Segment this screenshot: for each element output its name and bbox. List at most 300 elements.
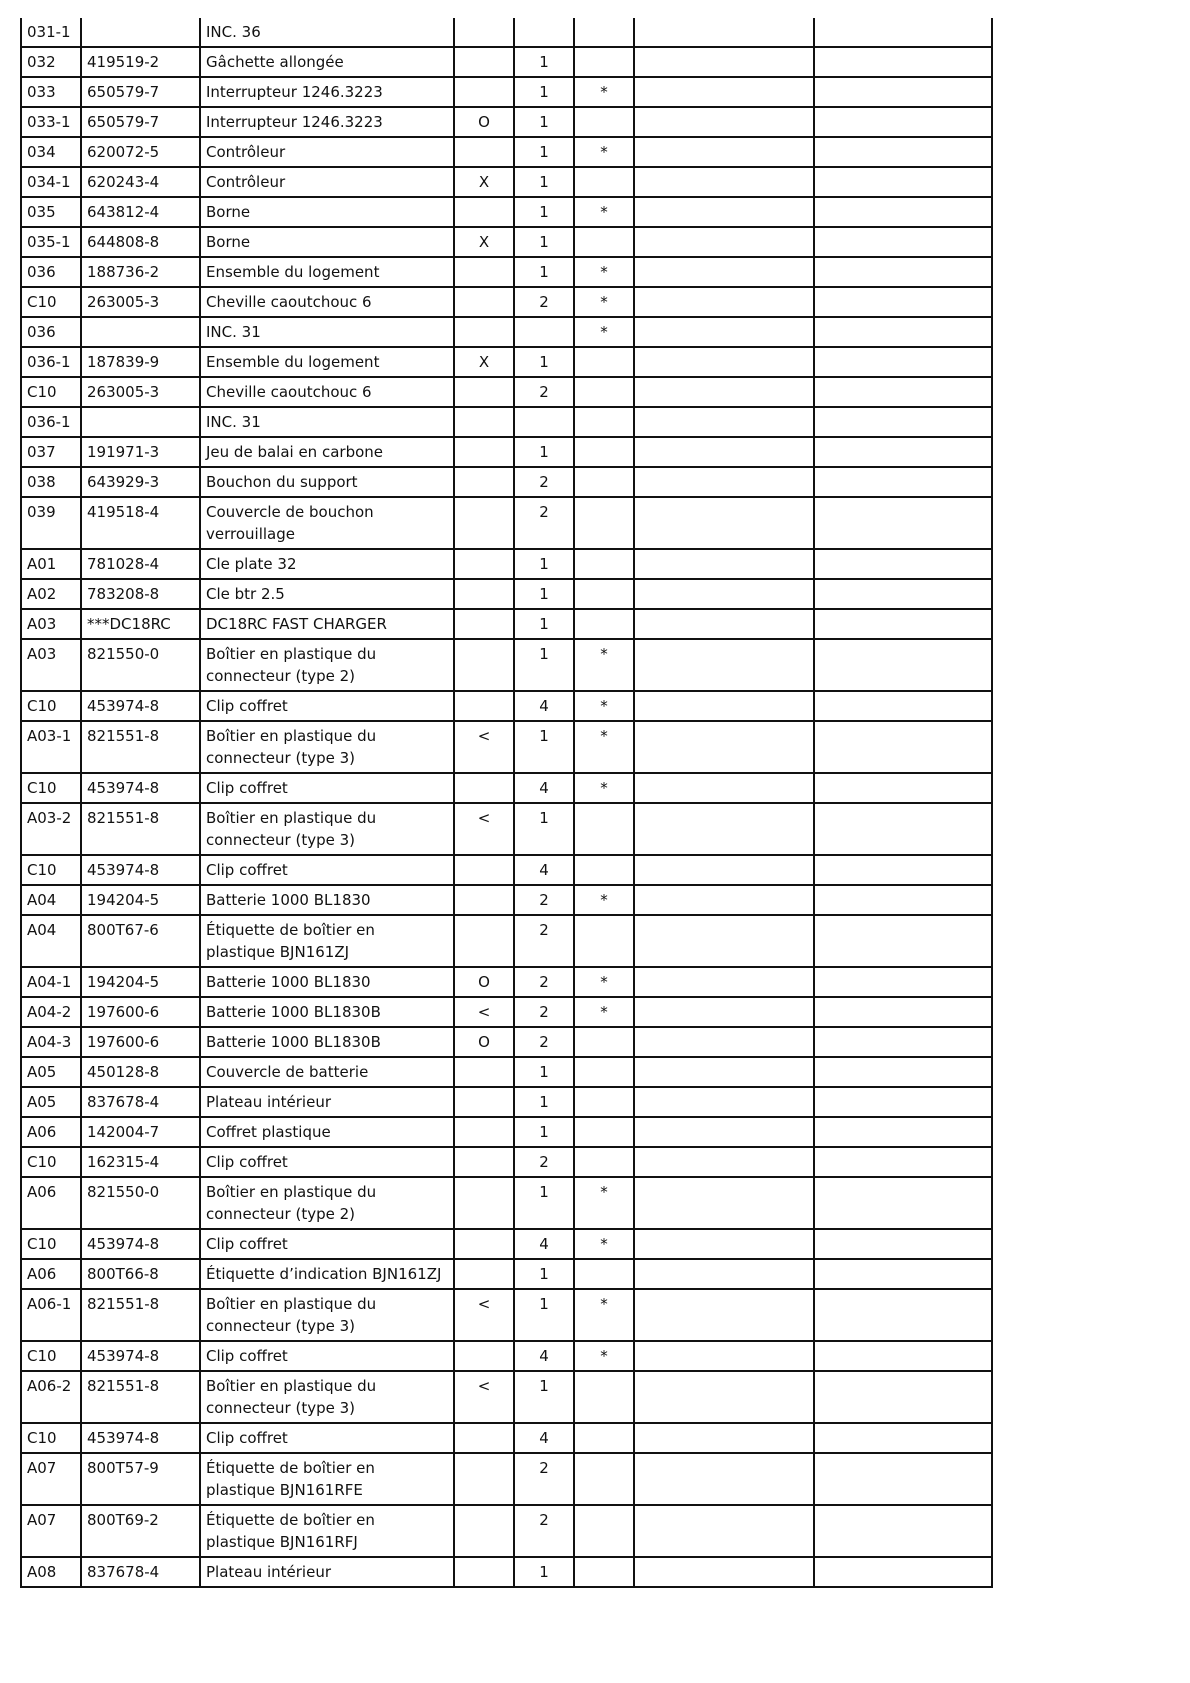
item-number-cell: C10 bbox=[21, 855, 81, 885]
blank-cell bbox=[814, 1177, 992, 1229]
note-cell bbox=[454, 609, 514, 639]
blank-cell bbox=[634, 639, 814, 691]
table-row bbox=[21, 691, 992, 721]
quantity-cell: 1 bbox=[514, 1117, 574, 1147]
marker-cell: * bbox=[574, 997, 634, 1027]
blank-cell bbox=[634, 1229, 814, 1259]
table-row bbox=[21, 287, 992, 317]
part-number-cell: 644808-8 bbox=[81, 227, 200, 257]
part-number-cell: 800T67-6 bbox=[81, 915, 200, 967]
blank-cell bbox=[634, 1505, 814, 1557]
table-row bbox=[21, 317, 992, 347]
blank-cell bbox=[814, 967, 992, 997]
table-row bbox=[21, 1259, 992, 1289]
part-number-cell: ***DC18RC bbox=[81, 609, 200, 639]
marker-cell bbox=[574, 1557, 634, 1587]
blank-cell bbox=[634, 317, 814, 347]
marker-cell bbox=[574, 347, 634, 377]
item-number-cell: A04-3 bbox=[21, 1027, 81, 1057]
item-number-cell: 037 bbox=[21, 437, 81, 467]
table-row bbox=[21, 721, 992, 773]
part-number-cell: 197600-6 bbox=[81, 997, 200, 1027]
description-cell: Couvercle de bouchon verrouillage bbox=[200, 497, 454, 549]
quantity-cell: 1 bbox=[514, 1177, 574, 1229]
note-cell bbox=[454, 1341, 514, 1371]
description-cell: Jeu de balai en carbone bbox=[200, 437, 454, 467]
blank-cell bbox=[634, 437, 814, 467]
parts-table-body bbox=[21, 18, 992, 1587]
blank-cell bbox=[814, 1557, 992, 1587]
blank-cell bbox=[814, 377, 992, 407]
description-cell: Clip coffret bbox=[200, 855, 454, 885]
table-row bbox=[21, 1147, 992, 1177]
blank-cell bbox=[814, 609, 992, 639]
note-cell bbox=[454, 1423, 514, 1453]
marker-cell bbox=[574, 1147, 634, 1177]
quantity-cell: 1 bbox=[514, 227, 574, 257]
quantity-cell: 4 bbox=[514, 691, 574, 721]
item-number-cell: A06 bbox=[21, 1259, 81, 1289]
note-cell: O bbox=[454, 1027, 514, 1057]
table-row bbox=[21, 579, 992, 609]
table-row bbox=[21, 167, 992, 197]
description-cell: Batterie 1000 BL1830 bbox=[200, 967, 454, 997]
blank-cell bbox=[814, 77, 992, 107]
description-cell: Cheville caoutchouc 6 bbox=[200, 287, 454, 317]
blank-cell bbox=[814, 1289, 992, 1341]
item-number-cell: A02 bbox=[21, 579, 81, 609]
blank-cell bbox=[634, 1177, 814, 1229]
blank-cell bbox=[814, 407, 992, 437]
item-number-cell: C10 bbox=[21, 287, 81, 317]
marker-cell: * bbox=[574, 639, 634, 691]
note-cell: X bbox=[454, 167, 514, 197]
item-number-cell: 035 bbox=[21, 197, 81, 227]
table-row bbox=[21, 1423, 992, 1453]
table-row bbox=[21, 915, 992, 967]
blank-cell bbox=[814, 467, 992, 497]
note-cell bbox=[454, 197, 514, 227]
note-cell: < bbox=[454, 997, 514, 1027]
marker-cell bbox=[574, 855, 634, 885]
marker-cell bbox=[574, 1117, 634, 1147]
note-cell: < bbox=[454, 803, 514, 855]
note-cell bbox=[454, 377, 514, 407]
marker-cell: * bbox=[574, 1177, 634, 1229]
blank-cell bbox=[814, 855, 992, 885]
blank-cell bbox=[814, 1117, 992, 1147]
marker-cell: * bbox=[574, 967, 634, 997]
table-row bbox=[21, 1117, 992, 1147]
part-number-cell: 643812-4 bbox=[81, 197, 200, 227]
item-number-cell: A03-2 bbox=[21, 803, 81, 855]
blank-cell bbox=[634, 18, 814, 47]
blank-cell bbox=[634, 915, 814, 967]
note-cell bbox=[454, 549, 514, 579]
part-number-cell: 187839-9 bbox=[81, 347, 200, 377]
marker-cell: * bbox=[574, 721, 634, 773]
item-number-cell: 036-1 bbox=[21, 347, 81, 377]
table-row bbox=[21, 549, 992, 579]
item-number-cell: A03-1 bbox=[21, 721, 81, 773]
table-row bbox=[21, 47, 992, 77]
description-cell: Boîtier en plastique du connecteur (type 3) bbox=[200, 803, 454, 855]
item-number-cell: 034-1 bbox=[21, 167, 81, 197]
blank-cell bbox=[634, 347, 814, 377]
part-number-cell: 419518-4 bbox=[81, 497, 200, 549]
blank-cell bbox=[634, 167, 814, 197]
table-row bbox=[21, 257, 992, 287]
description-cell: Batterie 1000 BL1830 bbox=[200, 885, 454, 915]
part-number-cell: 821551-8 bbox=[81, 721, 200, 773]
part-number-cell: 453974-8 bbox=[81, 691, 200, 721]
part-number-cell: 821551-8 bbox=[81, 1289, 200, 1341]
description-cell: Clip coffret bbox=[200, 1341, 454, 1371]
description-cell: Gâchette allongée bbox=[200, 47, 454, 77]
quantity-cell: 2 bbox=[514, 915, 574, 967]
item-number-cell: A04-2 bbox=[21, 997, 81, 1027]
table-row bbox=[21, 1027, 992, 1057]
item-number-cell: 036 bbox=[21, 257, 81, 287]
marker-cell bbox=[574, 47, 634, 77]
note-cell bbox=[454, 915, 514, 967]
part-number-cell: 194204-5 bbox=[81, 885, 200, 915]
description-cell: Clip coffret bbox=[200, 773, 454, 803]
note-cell bbox=[454, 579, 514, 609]
marker-cell bbox=[574, 1057, 634, 1087]
item-number-cell: C10 bbox=[21, 691, 81, 721]
marker-cell: * bbox=[574, 691, 634, 721]
description-cell: Plateau intérieur bbox=[200, 1087, 454, 1117]
blank-cell bbox=[814, 885, 992, 915]
blank-cell bbox=[634, 467, 814, 497]
note-cell: O bbox=[454, 967, 514, 997]
table-row bbox=[21, 1229, 992, 1259]
description-cell: Bouchon du support bbox=[200, 467, 454, 497]
blank-cell bbox=[814, 47, 992, 77]
quantity-cell: 1 bbox=[514, 1087, 574, 1117]
description-cell: Étiquette de boîtier en plastique BJN161RFE bbox=[200, 1453, 454, 1505]
item-number-cell: A07 bbox=[21, 1453, 81, 1505]
blank-cell bbox=[814, 1453, 992, 1505]
part-number-cell: 450128-8 bbox=[81, 1057, 200, 1087]
part-number-cell: 783208-8 bbox=[81, 579, 200, 609]
description-cell: Interrupteur 1246.3223 bbox=[200, 77, 454, 107]
description-cell: Couvercle de batterie bbox=[200, 1057, 454, 1087]
description-cell: Plateau intérieur bbox=[200, 1557, 454, 1587]
table-row bbox=[21, 855, 992, 885]
item-number-cell: C10 bbox=[21, 1341, 81, 1371]
item-number-cell: 032 bbox=[21, 47, 81, 77]
quantity-cell bbox=[514, 317, 574, 347]
quantity-cell: 1 bbox=[514, 721, 574, 773]
item-number-cell: A03 bbox=[21, 639, 81, 691]
note-cell bbox=[454, 437, 514, 467]
blank-cell bbox=[634, 1371, 814, 1423]
item-number-cell: 035-1 bbox=[21, 227, 81, 257]
item-number-cell: A01 bbox=[21, 549, 81, 579]
description-cell: Boîtier en plastique du connecteur (type 2) bbox=[200, 1177, 454, 1229]
quantity-cell: 1 bbox=[514, 609, 574, 639]
marker-cell: * bbox=[574, 317, 634, 347]
blank-cell bbox=[814, 915, 992, 967]
item-number-cell: 036 bbox=[21, 317, 81, 347]
quantity-cell: 1 bbox=[514, 437, 574, 467]
note-cell bbox=[454, 1057, 514, 1087]
part-number-cell: 197600-6 bbox=[81, 1027, 200, 1057]
blank-cell bbox=[634, 1423, 814, 1453]
note-cell bbox=[454, 1557, 514, 1587]
marker-cell bbox=[574, 915, 634, 967]
description-cell: Ensemble du logement bbox=[200, 347, 454, 377]
item-number-cell: A03 bbox=[21, 609, 81, 639]
table-row bbox=[21, 107, 992, 137]
marker-cell: * bbox=[574, 287, 634, 317]
description-cell: Cheville caoutchouc 6 bbox=[200, 377, 454, 407]
blank-cell bbox=[634, 549, 814, 579]
table-row bbox=[21, 437, 992, 467]
description-cell: DC18RC FAST CHARGER bbox=[200, 609, 454, 639]
parts-table bbox=[20, 18, 993, 1588]
marker-cell: * bbox=[574, 77, 634, 107]
note-cell: < bbox=[454, 721, 514, 773]
part-number-cell: 620072-5 bbox=[81, 137, 200, 167]
marker-cell bbox=[574, 407, 634, 437]
part-number-cell: 650579-7 bbox=[81, 107, 200, 137]
table-row bbox=[21, 137, 992, 167]
marker-cell: * bbox=[574, 1341, 634, 1371]
table-row bbox=[21, 1505, 992, 1557]
marker-cell: * bbox=[574, 773, 634, 803]
item-number-cell: A08 bbox=[21, 1557, 81, 1587]
marker-cell: * bbox=[574, 257, 634, 287]
table-row bbox=[21, 1371, 992, 1423]
table-row bbox=[21, 639, 992, 691]
marker-cell bbox=[574, 1423, 634, 1453]
item-number-cell: 034 bbox=[21, 137, 81, 167]
item-number-cell: A06-2 bbox=[21, 1371, 81, 1423]
blank-cell bbox=[634, 1341, 814, 1371]
blank-cell bbox=[634, 773, 814, 803]
blank-cell bbox=[634, 691, 814, 721]
table-row bbox=[21, 773, 992, 803]
quantity-cell: 2 bbox=[514, 885, 574, 915]
description-cell: Batterie 1000 BL1830B bbox=[200, 997, 454, 1027]
note-cell bbox=[454, 137, 514, 167]
blank-cell bbox=[814, 287, 992, 317]
blank-cell bbox=[634, 997, 814, 1027]
table-row bbox=[21, 497, 992, 549]
marker-cell bbox=[574, 227, 634, 257]
note-cell bbox=[454, 257, 514, 287]
description-cell: Ensemble du logement bbox=[200, 257, 454, 287]
marker-cell bbox=[574, 467, 634, 497]
marker-cell bbox=[574, 1505, 634, 1557]
quantity-cell: 1 bbox=[514, 1557, 574, 1587]
quantity-cell: 1 bbox=[514, 47, 574, 77]
table-row bbox=[21, 18, 992, 47]
quantity-cell: 1 bbox=[514, 579, 574, 609]
note-cell: < bbox=[454, 1289, 514, 1341]
item-number-cell: C10 bbox=[21, 377, 81, 407]
quantity-cell: 2 bbox=[514, 287, 574, 317]
item-number-cell: C10 bbox=[21, 773, 81, 803]
quantity-cell: 2 bbox=[514, 967, 574, 997]
item-number-cell: A06 bbox=[21, 1117, 81, 1147]
blank-cell bbox=[814, 1087, 992, 1117]
quantity-cell: 1 bbox=[514, 137, 574, 167]
blank-cell bbox=[814, 773, 992, 803]
quantity-cell: 1 bbox=[514, 77, 574, 107]
blank-cell bbox=[634, 377, 814, 407]
quantity-cell: 1 bbox=[514, 639, 574, 691]
blank-cell bbox=[814, 107, 992, 137]
blank-cell bbox=[814, 347, 992, 377]
table-row bbox=[21, 885, 992, 915]
description-cell: Étiquette de boîtier en plastique BJN161ZJ bbox=[200, 915, 454, 967]
blank-cell bbox=[814, 1259, 992, 1289]
table-row bbox=[21, 407, 992, 437]
quantity-cell: 1 bbox=[514, 257, 574, 287]
part-number-cell: 191971-3 bbox=[81, 437, 200, 467]
note-cell bbox=[454, 1505, 514, 1557]
part-number-cell: 800T57-9 bbox=[81, 1453, 200, 1505]
table-row bbox=[21, 227, 992, 257]
item-number-cell: A04 bbox=[21, 885, 81, 915]
note-cell bbox=[454, 1117, 514, 1147]
part-number-cell: 188736-2 bbox=[81, 257, 200, 287]
table-row bbox=[21, 1057, 992, 1087]
marker-cell bbox=[574, 167, 634, 197]
blank-cell bbox=[634, 407, 814, 437]
quantity-cell: 4 bbox=[514, 773, 574, 803]
item-number-cell: A07 bbox=[21, 1505, 81, 1557]
quantity-cell: 2 bbox=[514, 1505, 574, 1557]
description-cell: Étiquette d’indication BJN161ZJ bbox=[200, 1259, 454, 1289]
marker-cell bbox=[574, 377, 634, 407]
quantity-cell: 1 bbox=[514, 167, 574, 197]
quantity-cell: 1 bbox=[514, 1057, 574, 1087]
part-number-cell: 643929-3 bbox=[81, 467, 200, 497]
blank-cell bbox=[634, 1087, 814, 1117]
table-row bbox=[21, 803, 992, 855]
blank-cell bbox=[814, 197, 992, 227]
blank-cell bbox=[634, 1259, 814, 1289]
table-row bbox=[21, 1557, 992, 1587]
quantity-cell: 2 bbox=[514, 497, 574, 549]
table-row bbox=[21, 347, 992, 377]
part-number-cell: 453974-8 bbox=[81, 1229, 200, 1259]
table-row bbox=[21, 467, 992, 497]
quantity-cell: 1 bbox=[514, 107, 574, 137]
marker-cell bbox=[574, 107, 634, 137]
quantity-cell: 1 bbox=[514, 1371, 574, 1423]
table-row bbox=[21, 1289, 992, 1341]
table-row bbox=[21, 197, 992, 227]
item-number-cell: A06-1 bbox=[21, 1289, 81, 1341]
part-number-cell: 142004-7 bbox=[81, 1117, 200, 1147]
note-cell: O bbox=[454, 107, 514, 137]
part-number-cell: 800T66-8 bbox=[81, 1259, 200, 1289]
marker-cell: * bbox=[574, 137, 634, 167]
blank-cell bbox=[634, 885, 814, 915]
blank-cell bbox=[814, 549, 992, 579]
blank-cell bbox=[634, 967, 814, 997]
quantity-cell bbox=[514, 18, 574, 47]
part-number-cell bbox=[81, 317, 200, 347]
description-cell: Boîtier en plastique du connecteur (type 2) bbox=[200, 639, 454, 691]
part-number-cell: 821550-0 bbox=[81, 1177, 200, 1229]
part-number-cell: 453974-8 bbox=[81, 1341, 200, 1371]
blank-cell bbox=[634, 77, 814, 107]
blank-cell bbox=[814, 1057, 992, 1087]
marker-cell bbox=[574, 1371, 634, 1423]
blank-cell bbox=[634, 227, 814, 257]
marker-cell bbox=[574, 1453, 634, 1505]
description-cell: Étiquette de boîtier en plastique BJN161RFJ bbox=[200, 1505, 454, 1557]
part-number-cell: 453974-8 bbox=[81, 1423, 200, 1453]
description-cell: Contrôleur bbox=[200, 137, 454, 167]
part-number-cell: 800T69-2 bbox=[81, 1505, 200, 1557]
quantity-cell: 2 bbox=[514, 1453, 574, 1505]
description-cell: Boîtier en plastique du connecteur (type 3) bbox=[200, 1289, 454, 1341]
blank-cell bbox=[814, 137, 992, 167]
blank-cell bbox=[634, 1453, 814, 1505]
note-cell bbox=[454, 1177, 514, 1229]
part-number-cell: 837678-4 bbox=[81, 1087, 200, 1117]
description-cell: INC. 31 bbox=[200, 407, 454, 437]
blank-cell bbox=[814, 227, 992, 257]
item-number-cell: 038 bbox=[21, 467, 81, 497]
quantity-cell: 2 bbox=[514, 377, 574, 407]
part-number-cell: 162315-4 bbox=[81, 1147, 200, 1177]
blank-cell bbox=[634, 107, 814, 137]
table-row bbox=[21, 1341, 992, 1371]
blank-cell bbox=[634, 497, 814, 549]
note-cell bbox=[454, 1229, 514, 1259]
blank-cell bbox=[814, 1147, 992, 1177]
item-number-cell: A06 bbox=[21, 1177, 81, 1229]
note-cell bbox=[454, 885, 514, 915]
quantity-cell: 1 bbox=[514, 803, 574, 855]
blank-cell bbox=[814, 257, 992, 287]
table-row bbox=[21, 1453, 992, 1505]
note-cell bbox=[454, 467, 514, 497]
quantity-cell: 1 bbox=[514, 1259, 574, 1289]
item-number-cell: A04 bbox=[21, 915, 81, 967]
note-cell bbox=[454, 1087, 514, 1117]
marker-cell bbox=[574, 579, 634, 609]
part-number-cell: 650579-7 bbox=[81, 77, 200, 107]
table-row bbox=[21, 1087, 992, 1117]
item-number-cell: 033-1 bbox=[21, 107, 81, 137]
quantity-cell: 1 bbox=[514, 549, 574, 579]
note-cell: X bbox=[454, 347, 514, 377]
note-cell bbox=[454, 47, 514, 77]
marker-cell bbox=[574, 803, 634, 855]
quantity-cell: 1 bbox=[514, 197, 574, 227]
part-number-cell: 263005-3 bbox=[81, 287, 200, 317]
table-row bbox=[21, 997, 992, 1027]
note-cell bbox=[454, 1453, 514, 1505]
blank-cell bbox=[634, 47, 814, 77]
quantity-cell: 4 bbox=[514, 1423, 574, 1453]
note-cell bbox=[454, 855, 514, 885]
blank-cell bbox=[634, 1027, 814, 1057]
blank-cell bbox=[634, 257, 814, 287]
quantity-cell: 2 bbox=[514, 997, 574, 1027]
blank-cell bbox=[634, 1057, 814, 1087]
